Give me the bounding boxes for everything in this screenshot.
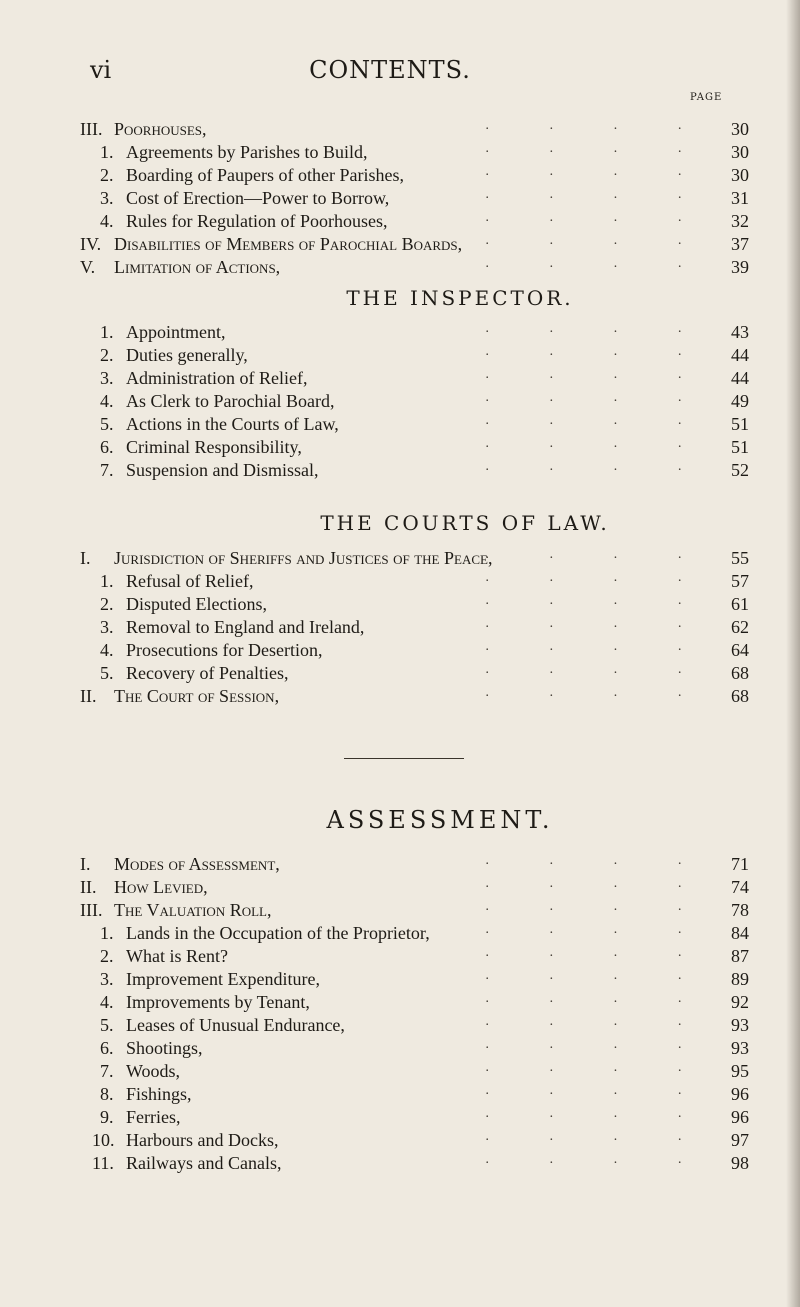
entry-title: How Levied, xyxy=(114,877,208,897)
entry-number: I. xyxy=(80,548,91,568)
toc-entry xyxy=(80,1129,760,1152)
entry-page-number: 32 xyxy=(731,211,749,231)
section-courts xyxy=(80,547,760,708)
heading-assessment: ASSESSMENT. xyxy=(326,806,554,834)
toc-entry xyxy=(80,367,760,390)
dot-leader: · · · · xyxy=(484,666,710,681)
dot-leader: · · · · xyxy=(484,440,710,455)
entry-title: Cost of Erection—Power to Borrow, xyxy=(126,188,390,208)
entry-number: 3. xyxy=(100,368,114,388)
dot-leader: · · · · xyxy=(484,394,710,409)
section-assessment xyxy=(80,853,760,1175)
dot-leader: · · · · xyxy=(484,1133,710,1148)
entry-number: 2. xyxy=(100,165,114,185)
dot-leader: · · · · xyxy=(484,689,710,704)
entry-number: 1. xyxy=(100,571,114,591)
entry-page-number: 39 xyxy=(731,257,749,277)
entry-page-number: 30 xyxy=(731,165,749,185)
toc-entry xyxy=(80,459,760,482)
dot-leader: · · · · xyxy=(484,417,710,432)
entry-page-number: 97 xyxy=(731,1130,749,1150)
toc-entry xyxy=(80,922,760,945)
dot-leader: · · · · xyxy=(484,260,710,275)
entry-number: 1. xyxy=(100,322,114,342)
toc-entry xyxy=(80,945,760,968)
dot-leader: · · · · xyxy=(484,463,710,478)
page-title: CONTENTS. xyxy=(309,56,471,84)
entry-title: Refusal of Relief, xyxy=(126,571,254,591)
dot-leader: · · · · xyxy=(484,880,710,895)
toc-entry xyxy=(80,853,760,876)
entry-title: Disabilities of Members of Parochial Boards, xyxy=(114,234,463,254)
entry-title: Duties generally, xyxy=(126,345,248,365)
entry-number: 3. xyxy=(100,617,114,637)
entry-page-number: 95 xyxy=(731,1061,749,1081)
toc-entry xyxy=(80,256,760,279)
section-heading-assessment xyxy=(80,806,760,840)
entry-number: 2. xyxy=(100,946,114,966)
entry-title: Actions in the Courts of Law, xyxy=(126,414,339,434)
toc-entry xyxy=(80,164,760,187)
dot-leader: · · · · xyxy=(484,620,710,635)
entry-page-number: 96 xyxy=(731,1107,749,1127)
entry-page-number: 93 xyxy=(731,1038,749,1058)
page-number: vi xyxy=(90,56,112,84)
dot-leader: · · · · xyxy=(484,857,710,872)
dot-leader: · · · · xyxy=(484,574,710,589)
entry-title: Modes of Assessment, xyxy=(114,854,280,874)
entry-number: 6. xyxy=(100,1038,114,1058)
dot-leader: · · · · xyxy=(484,191,710,206)
toc-entry xyxy=(80,118,760,141)
entry-page-number: 31 xyxy=(731,188,749,208)
entry-title: Lands in the Occupation of the Proprietor, xyxy=(126,923,430,943)
toc-entry xyxy=(80,1152,760,1175)
entry-number: 1. xyxy=(100,923,114,943)
toc-entry xyxy=(80,616,760,639)
entry-title: Boarding of Paupers of other Parishes, xyxy=(126,165,404,185)
heading-courts: THE COURTS OF LAW. xyxy=(320,511,610,535)
dot-leader: · · · · xyxy=(484,145,710,160)
entry-page-number: 51 xyxy=(731,437,749,457)
entry-page-number: 89 xyxy=(731,969,749,989)
entry-number: V. xyxy=(80,257,96,277)
entry-title: Harbours and Docks, xyxy=(126,1130,279,1150)
entry-page-number: 68 xyxy=(731,663,749,683)
dot-leader: · · · · xyxy=(484,1087,710,1102)
page-edge-shadow xyxy=(786,0,800,1307)
dot-leader: · · · · xyxy=(484,643,710,658)
entry-page-number: 51 xyxy=(731,414,749,434)
entry-number: 7. xyxy=(100,460,114,480)
entry-page-number: 87 xyxy=(731,946,749,966)
toc-entry xyxy=(80,1014,760,1037)
toc-entry xyxy=(80,593,760,616)
page-column-label: PAGE xyxy=(690,92,723,103)
dot-leader: · · · · xyxy=(484,1018,710,1033)
entry-page-number: 68 xyxy=(731,686,749,706)
entry-number: 3. xyxy=(100,188,114,208)
toc-entry xyxy=(80,1037,760,1060)
entry-title: Agreements by Parishes to Build, xyxy=(126,142,368,162)
entry-number: 11. xyxy=(92,1153,114,1173)
dot-leader: · · · · xyxy=(484,972,710,987)
heading-inspector: THE INSPECTOR. xyxy=(346,286,574,310)
entry-title: Administration of Relief, xyxy=(126,368,308,388)
section-poorhouses xyxy=(80,118,760,279)
entry-page-number: 30 xyxy=(731,119,749,139)
toc-entry xyxy=(80,344,760,367)
entry-page-number: 57 xyxy=(731,571,749,591)
entry-title: Recovery of Penalties, xyxy=(126,663,289,683)
section-divider xyxy=(344,758,464,759)
entry-title: Ferries, xyxy=(126,1107,181,1127)
entry-number: 2. xyxy=(100,345,114,365)
toc-entry xyxy=(80,233,760,256)
entry-page-number: 61 xyxy=(731,594,749,614)
toc-entry xyxy=(80,141,760,164)
toc-entry xyxy=(80,187,760,210)
toc-entry xyxy=(80,390,760,413)
entry-number: III. xyxy=(80,119,103,139)
entry-title: Improvements by Tenant, xyxy=(126,992,310,1012)
entry-title: Removal to England and Ireland, xyxy=(126,617,365,637)
entry-number: 5. xyxy=(100,663,114,683)
entry-title: Rules for Regulation of Poorhouses, xyxy=(126,211,388,231)
entry-number: 10. xyxy=(92,1130,115,1150)
section-heading-inspector xyxy=(80,286,760,316)
entry-number: 4. xyxy=(100,640,114,660)
entry-number: II. xyxy=(80,686,97,706)
entry-title: Criminal Responsibility, xyxy=(126,437,302,457)
dot-leader: · · · · xyxy=(484,926,710,941)
entry-page-number: 84 xyxy=(731,923,749,943)
entry-title: Appointment, xyxy=(126,322,226,342)
entry-number: I. xyxy=(80,854,91,874)
toc-entry xyxy=(80,321,760,344)
entry-number: 3. xyxy=(100,969,114,989)
toc-entry xyxy=(80,570,760,593)
entry-title: Limitation of Actions, xyxy=(114,257,281,277)
entry-number: III. xyxy=(80,900,103,920)
dot-leader: · · · · xyxy=(484,1041,710,1056)
dot-leader: · · · · xyxy=(484,122,710,137)
toc-entry xyxy=(80,1060,760,1083)
dot-leader: · · · · xyxy=(484,214,710,229)
entry-title: Prosecutions for Desertion, xyxy=(126,640,323,660)
entry-title: Disputed Elections, xyxy=(126,594,267,614)
entry-page-number: 62 xyxy=(731,617,749,637)
entry-page-number: 93 xyxy=(731,1015,749,1035)
entry-number: 7. xyxy=(100,1061,114,1081)
entry-title: The Court of Session, xyxy=(114,686,280,706)
entry-number: 5. xyxy=(100,414,114,434)
entry-number: IV. xyxy=(80,234,102,254)
toc-entry xyxy=(80,1106,760,1129)
entry-page-number: 44 xyxy=(731,368,749,388)
dot-leader: · · · · xyxy=(484,903,710,918)
entry-title: Fishings, xyxy=(126,1084,192,1104)
toc-entry xyxy=(80,1083,760,1106)
entry-page-number: 37 xyxy=(731,234,749,254)
entry-page-number: 49 xyxy=(731,391,749,411)
toc-entry xyxy=(80,639,760,662)
entry-title: Leases of Unusual Endurance, xyxy=(126,1015,345,1035)
entry-title: Railways and Canals, xyxy=(126,1153,282,1173)
entry-title: What is Rent? xyxy=(126,946,228,966)
dot-leader: · · · · xyxy=(484,995,710,1010)
entry-page-number: 44 xyxy=(731,345,749,365)
entry-page-number: 74 xyxy=(731,877,749,897)
entry-number: 1. xyxy=(100,142,114,162)
section-heading-courts xyxy=(80,511,760,541)
dot-leader: · · · · xyxy=(484,348,710,363)
entry-title: Improvement Expenditure, xyxy=(126,969,320,989)
entry-page-number: 52 xyxy=(731,460,749,480)
entry-page-number: 71 xyxy=(731,854,749,874)
toc-entry xyxy=(80,436,760,459)
dot-leader: · · · · xyxy=(484,949,710,964)
entry-number: 4. xyxy=(100,992,114,1012)
toc-entry xyxy=(80,991,760,1014)
toc-entry xyxy=(80,876,760,899)
page-header xyxy=(90,56,690,86)
entry-number: 5. xyxy=(100,1015,114,1035)
entry-title: The Valuation Roll, xyxy=(114,900,272,920)
entry-page-number: 92 xyxy=(731,992,749,1012)
entry-number: 6. xyxy=(100,437,114,457)
entry-page-number: 43 xyxy=(731,322,749,342)
entry-page-number: 55 xyxy=(731,548,749,568)
entry-page-number: 64 xyxy=(731,640,749,660)
toc-entry xyxy=(80,662,760,685)
dot-leader: · · · · xyxy=(484,371,710,386)
entry-number: 4. xyxy=(100,211,114,231)
entry-page-number: 96 xyxy=(731,1084,749,1104)
entry-title: Suspension and Dismissal, xyxy=(126,460,319,480)
entry-title: Shootings, xyxy=(126,1038,203,1058)
entry-number: 2. xyxy=(100,594,114,614)
toc-entry xyxy=(80,968,760,991)
entry-title: Jurisdiction of Sheriffs and Justices of the Peace, xyxy=(114,548,493,568)
section-inspector xyxy=(80,321,760,482)
toc-entry xyxy=(80,413,760,436)
dot-leader: · · · · xyxy=(484,597,710,612)
dot-leader: · · · · xyxy=(484,168,710,183)
toc-entry xyxy=(80,547,760,570)
entry-title: As Clerk to Parochial Board, xyxy=(126,391,335,411)
dot-leader: · · · · xyxy=(484,1064,710,1079)
entry-number: 4. xyxy=(100,391,114,411)
toc-entry xyxy=(80,210,760,233)
dot-leader: · · · · xyxy=(484,551,710,566)
entry-page-number: 98 xyxy=(731,1153,749,1173)
toc-entry xyxy=(80,685,760,708)
entry-number: II. xyxy=(80,877,97,897)
dot-leader: · · · · xyxy=(484,1156,710,1171)
entry-title: Poorhouses, xyxy=(114,119,207,139)
dot-leader: · · · · xyxy=(484,237,710,252)
entry-title: Woods, xyxy=(126,1061,181,1081)
entry-number: 9. xyxy=(100,1107,114,1127)
entry-number: 8. xyxy=(100,1084,114,1104)
dot-leader: · · · · xyxy=(484,1110,710,1125)
entry-page-number: 30 xyxy=(731,142,749,162)
entry-page-number: 78 xyxy=(731,900,749,920)
toc-entry xyxy=(80,899,760,922)
dot-leader: · · · · xyxy=(484,325,710,340)
